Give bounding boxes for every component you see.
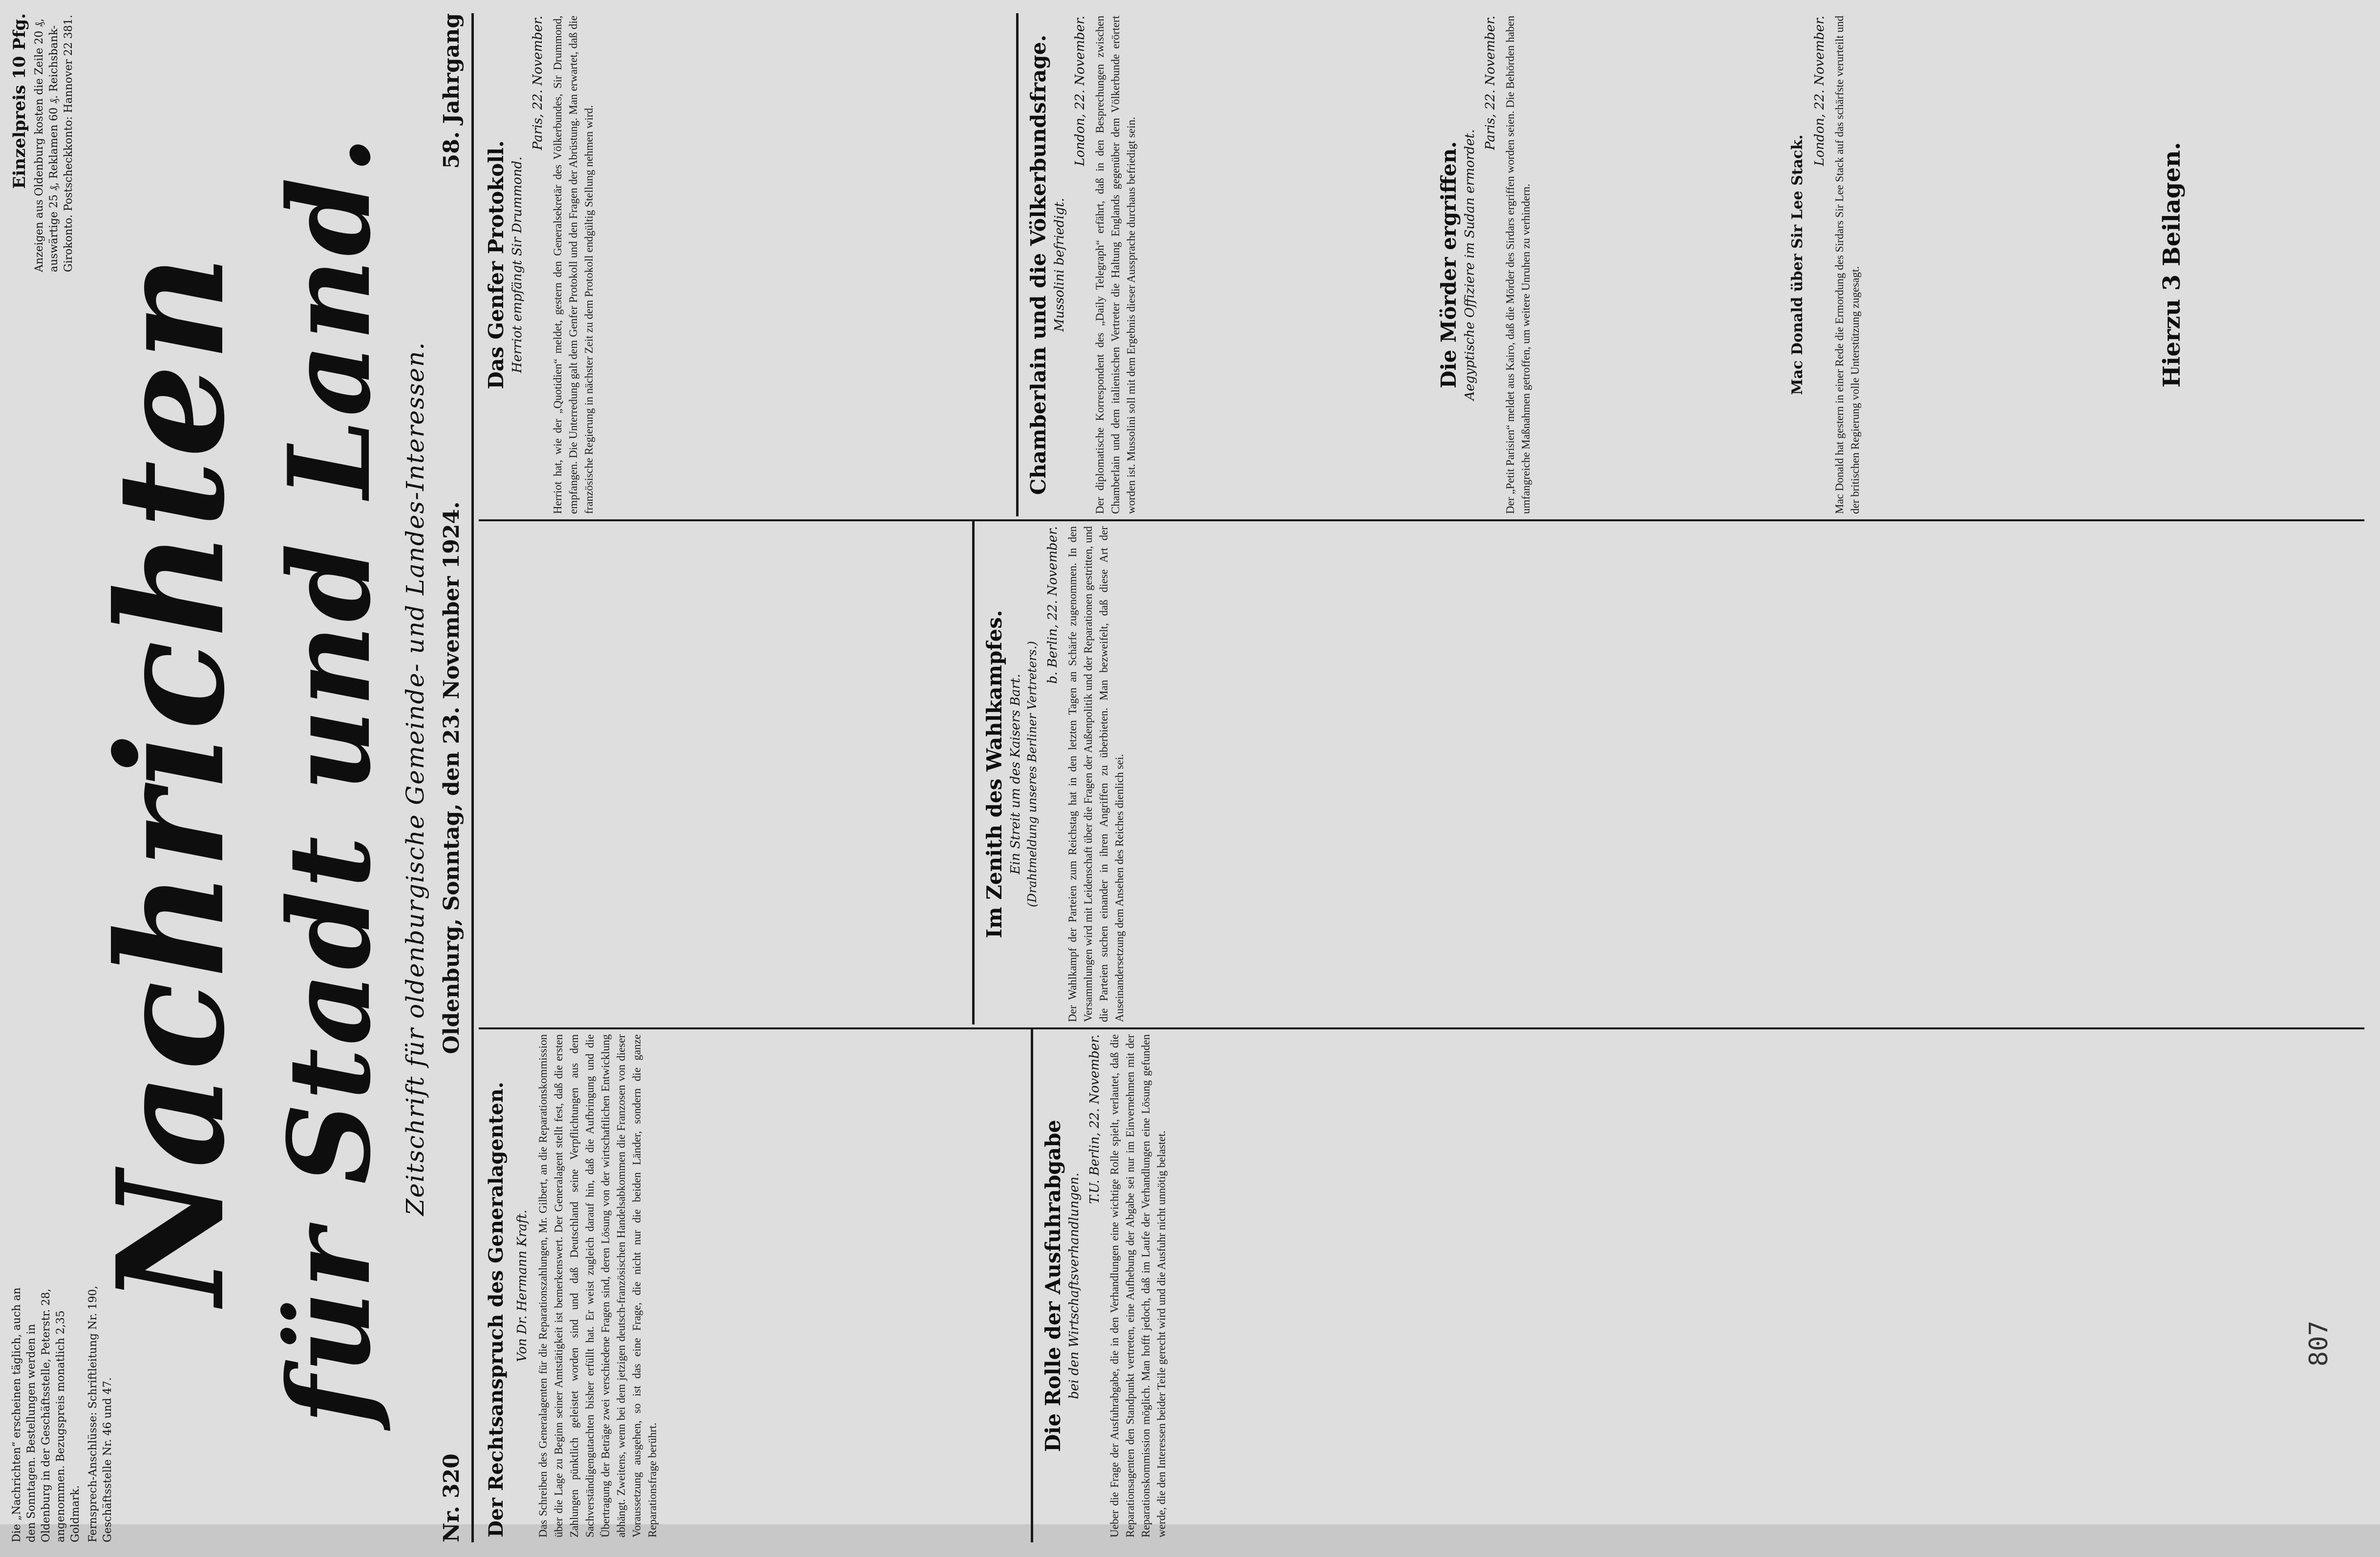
article-title: Mac Donald über Sir Lee Stack. <box>1789 134 1806 395</box>
advert-notice: Anzeigen aus Oldenburg kosten die Zeile 20 ₰, auswärtige 25 ₰, Reklamen 60 ₰. Reichsbank-Girokonto. Postscheckkonto: Hannover 22 381. <box>33 15 75 272</box>
article-rechtsanspruch <box>484 1034 1026 1537</box>
article-body: Der Wahlkampf der Parteien zum Reichstag hat in den letzten Tagen an Schärfe zugenommen. In den Versammlungen wird mit Leidenschaft über die Fragen der Außenpolitik und der Reparationen gestritten, und die Parteien suchen einander in ihren Angriffen zu überbieten. Man bezweifelt, daß diese Art der Auseinandersetzung dem Ansehen des Reiches dienlich sei. <box>1066 526 1126 1022</box>
article-body: Ueber die Frage der Ausfuhrabgabe, die in den Verhandlungen eine wichtige Rolle spielt, verlautet, daß die Reparationsagenten den Standpunkt vertreten, eine Aufhebung der Abgabe sei nur im Einvernehmen mit der Reparationskommission möglich. Man hofft jedoch, daß im Laufe der Verhandlungen eine Lösung gefunden werde, die den Interessen beider Teile gerecht wird und die Ausfuhr nicht unnötig belastet. <box>1108 1034 1168 1537</box>
article-dateline: T.U. Berlin, 22. November. <box>1087 1034 1102 1204</box>
article-moerder <box>1436 16 1778 514</box>
column-rule-1 <box>479 1027 2364 1029</box>
article-body: Der „Petit Parisien“ meldet aus Kairo, daß die Mörder des Sirdars ergriffen worden seien. Die Behörden haben umfangreiche Maßnahmen getroffen, um weitere Unruhen zu verhindern. <box>1504 16 1532 514</box>
section-rule-b <box>1016 13 1019 516</box>
article-genfer-protokoll <box>484 16 1011 514</box>
masthead-title-line1: Nachrichten <box>85 252 257 1305</box>
article-subtitle: Herriot empfängt Sir Drummond. <box>510 156 525 373</box>
phone-notice: Fernsprech-Anschlüsse: Schriftleitung Nr. 190, Geschäftsstelle Nr. 46 und 47. <box>87 1285 114 1542</box>
article-title: Die Rolle der Ausfuhrabgabe <box>1041 1119 1065 1452</box>
article-dateline: b. Berlin, 22. November. <box>1045 526 1060 684</box>
supplement-note: Hierzu 3 Beilagen. <box>2158 142 2186 388</box>
article-dateline: Paris, 22. November. <box>1483 16 1498 150</box>
dateline: Oldenburg, Sonntag, den 23. November 1924. <box>439 501 464 1054</box>
article-subtitle: Mussolini befriedigt. <box>1052 198 1067 332</box>
masthead-rule <box>471 13 474 1542</box>
masthead-subtitle: Zeitschrift für oldenburgische Gemeinde- und Landes-Interessen. <box>401 341 429 1216</box>
article-note: (Drahtmeldung unseres Berliner Vertreters.) <box>1025 641 1039 907</box>
article-chamberlain <box>1026 16 1426 514</box>
article-byline: Von Dr. Hermann Kraft. <box>515 1209 530 1363</box>
article-title: Die Mörder ergriffen. <box>1437 141 1461 388</box>
single-price: Einzelpreis 10 Pfg. <box>10 13 29 189</box>
article-body: Der diplomatische Korrespondent des „Daily Telegraph“ erfährt, daß in den Besprechungen zwischen Chamberlain und dem italienischen Vertreter die Haltung Englands gegenüber dem Völkerbunde erörtert worden ist. Mussolini soll mit dem Ergebnis dieser Aussprache durchaus befriedigt sein. <box>1094 16 1137 514</box>
archive-page-number: 807 <box>2304 1321 2334 1366</box>
article-title: Im Zenith des Wahlkampfes. <box>982 610 1006 938</box>
article-wahlkampf <box>982 526 1568 1022</box>
volume-year: 58. Jahrgang <box>439 13 464 169</box>
article-ausfuhrabgabe <box>1041 1034 1578 1537</box>
column-rule-2 <box>479 519 2364 521</box>
section-rule-c <box>1031 1029 1033 1542</box>
section-rule-a <box>972 521 975 1024</box>
article-subtitle: Aegyptische Offiziere im Sudan ermordet. <box>1463 129 1477 401</box>
article-title: Chamberlain und die Völkerbundsfrage. <box>1026 34 1050 495</box>
article-body: Das Schreiben des Generalagenten für die Reparationszahlungen, Mr. Gilbert, an die Reparationskommission über die Lage zu Beginn seiner Amtstätigkeit ist bemerkenswert. Der Generalagent stellt fest, daß die ersten Zahlungen pünktlich geleistet worden sind und daß Deutschland seine Verpflichtungen aus dem Sachverständigengutachten bisher erfüllt hat. Er weist zugleich darauf hin, daß die Aufbringung und die Übertragung der Beträge zwei verschiedene Fragen sind, deren Lösung von der wirtschaftlichen Entwicklung abhängt. Zweitens, wenn bei dem jetzigen deutsch-französischen Handelsabkommen die Franzosen von dieser Voraussetzung ausgehen, so ist das eine Frage, die nicht nur die beiden Länder, sondern die ganze Reparationsfrage berührt. <box>537 1034 659 1537</box>
issue-line <box>437 13 471 1542</box>
article-subtitle: Ein Streit um des Kaisers Bart. <box>1008 674 1023 874</box>
masthead-title-line2: für Stadt und Land. <box>264 132 396 1425</box>
issue-number: Nr. 320 <box>439 1453 464 1542</box>
article-macdonald <box>1788 16 2130 514</box>
article-body: Herriot hat, wie der „Quotidien“ meldet, gestern den Generalsekretär des Völkerbundes, Sir Drummond, empfangen. Die Unterredung galt dem Genfer Protokoll und den Fragen der Abrüstung. Man erwartet, daß die französische Regierung in nächster Zeit zu dem Protokoll endgültig Stellung nehmen wird. <box>552 16 595 514</box>
article-dateline: London, 22. November. <box>1073 16 1087 166</box>
article-title: Das Genfer Protokoll. <box>484 140 508 389</box>
article-dateline: Paris, 22. November. <box>531 16 545 150</box>
article-dateline: London, 22. November. <box>1812 16 1827 166</box>
article-body: Mac Donald hat gestern in einer Rede die Ermordung des Sirdars Sir Lee Stack auf das schärfste verurteilt und der britischen Regierung volle Unterstützung zugesagt. <box>1833 16 1861 514</box>
subscription-notice: Die „Nachrichten“ erscheinen täglich, auch an den Sonntagen. Bestellungen werden in Oldenburg in der Geschäftsstelle, Peterstr. 28, angenommen. Bezugspreis monatlich 2,35 Goldmark. <box>11 1287 82 1542</box>
article-subtitle: bei den Wirtschaftsverhandlungen. <box>1067 1173 1082 1399</box>
article-title: Der Rechtsanspruch des Generalagenten. <box>485 1082 508 1537</box>
